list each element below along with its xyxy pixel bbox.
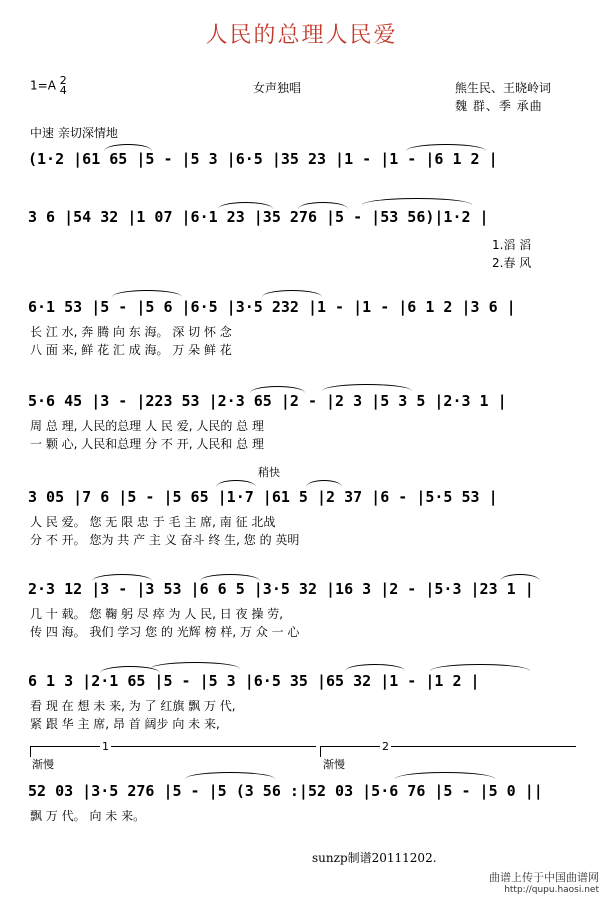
notation-row-4: 5·6 45 |3 - |223 53 |2·3 65 |2 - |2 3 |5 3 5 |2·3 1 | [28,392,507,410]
lyricist: 熊生民、王晓岭词 [455,81,552,95]
volta-1-bracket [30,746,316,757]
lyric-row-5-verse-2: 分 不 开。 您为 共 产 主 义 奋斗 终 生, 您 的 英明 [30,533,300,547]
lyric-row-6-verse-1: 几 十 载。 您 鞠 躬 尽 瘁 为 人 民, 日 夜 操 劳, [30,607,284,621]
time-sig-bottom: 4 [59,84,67,97]
lyric-row-6-verse-2: 传 四 海。 我们 学习 您 的 光辉 榜 样, 万 众 一 心 [30,625,300,639]
lyric-row-7-verse-2: 紧 跟 华 主 席, 昂 首 阔步 向 未 来, [30,717,220,731]
volta-2-number: 2 [382,740,389,753]
lyric-row-4-verse-1: 周 总 理, 人民的总理 人 民 爱, 人民的 总 理 [30,419,264,433]
key-label: 1=A [30,78,56,93]
transcriber-credit: sunzp制谱20111202. [312,851,437,865]
lyric-row-2-verse-1: 1.滔 滔 [492,238,532,252]
time-signature [60,76,67,96]
notation-row-7: 6 1 3 |2·1 65 |5 - |5 3 |6·5 35 |65 32 |1 - |1 2 | [28,672,480,690]
lyric-row-7-verse-1: 看 现 在 想 未 来, 为 了 红旗 飘 万 代, [30,699,236,713]
tempo-marking: 中速 亲切深情地 [30,126,118,140]
volta-2-bracket [320,746,576,757]
faster-marking: 稍快 [258,466,280,479]
page-title: 人民的总理人民爱 [205,23,398,48]
slower-marking-1: 渐慢 [32,758,54,771]
watermark-line-1: 曲谱上传于中国曲谱网 [489,871,599,884]
key-signature [30,76,67,96]
volta-1-number: 1 [102,740,109,753]
notation-row-8: 52 03 |3·5 276 |5 - |5 (3 56 :|52 03 |5·6 76 |5 - |5 0 || [28,782,543,800]
lyric-row-4-verse-2: 一 颗 心, 人民和总理 分 不 开, 人民和 总 理 [30,437,264,451]
watermark [489,872,599,896]
composer: 魏 群、季 承曲 [455,99,543,113]
lyric-row-3-verse-1: 长 江 水, 奔 腾 向 东 海。 深 切 怀 念 [30,325,232,339]
notation-row-6: 2·3 12 |3 - |3 53 |6 6 5 |3·5 32 |16 3 |2 - |5·3 |23 1 | [28,580,534,598]
lyric-row-5-verse-1: 人 民 爱。 您 无 限 忠 于 毛 主 席, 南 征 北战 [30,515,276,529]
lyric-row-3-verse-2: 八 面 来, 鲜 花 汇 成 海。 万 朵 鲜 花 [30,343,232,357]
notation-row-3: 6·1 53 |5 - |5 6 |6·5 |3·5 232 |1 - |1 - |6 1 2 |3 6 | [28,298,516,316]
slower-marking-2: 渐慢 [323,758,345,771]
watermark-line-2: http://qupu.haosi.net [504,885,599,895]
performance-type: 女声独唱 [253,81,302,95]
notation-row-1: (1·2 |61 65 |5 - |5 3 |6·5 |35 23 |1 - |1 - |6 1 2 | [28,150,498,168]
notation-row-2: 3 6 |54 32 |1 07 |6·1 23 |35 276 |5 - |53 56)|1·2 | [28,208,489,226]
notation-row-5: 3 05 |7 6 |5 - |5 65 |1·7 |61 5 |2 37 |6 - |5·5 53 | [28,488,498,506]
lyric-row-8-verse-1: 飘 万 代。 向 未 来。 [30,809,146,823]
time-sig-top: 2 [59,74,67,87]
lyric-row-2-verse-2: 2.春 风 [492,256,532,270]
